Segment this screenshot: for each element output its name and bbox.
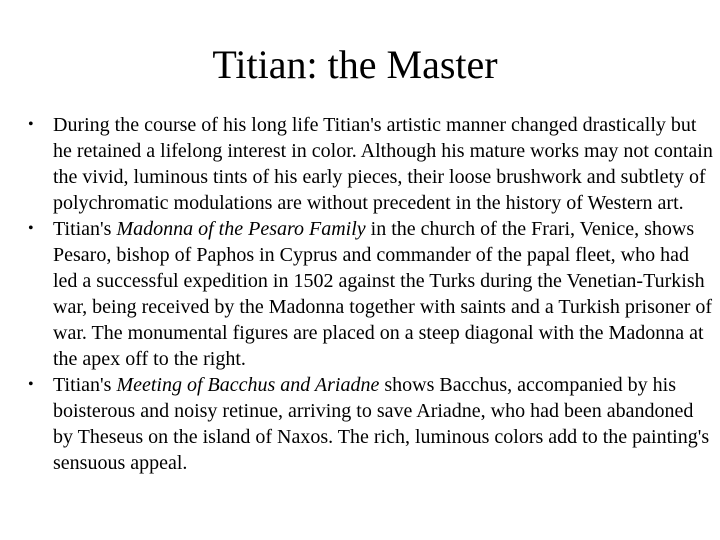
bullet-marker: •: [28, 220, 34, 237]
bullet-item-bacchus: [28, 372, 713, 476]
bullet-text-lead: Titian's: [53, 374, 117, 396]
bullet-marker: •: [28, 116, 34, 133]
bullet-text-lead: Titian's: [53, 218, 117, 240]
painting-title-bacchus: Meeting of Bacchus and Ariadne: [116, 374, 380, 396]
bullet-list: [28, 112, 713, 476]
bullet-marker: •: [28, 376, 34, 393]
bullet-text-rest: shows Bacchus, accompanied by his boisterous and noisy retinue, arriving to save Ariadne, who had been abandoned by Theseus on the island of Naxos. The rich, luminous colors add to the painting's sensuous appeal.: [53, 374, 710, 474]
painting-title-pesaro: Madonna of the Pesaro Family: [116, 218, 366, 240]
bullet-text: During the course of his long life Titian's artistic manner changed drastically but he retained a lifelong interest in color. Although his mature works may not contain the vivid, luminous tints of his early pieces, their loose brushwork and subtlety of polychromatic modulations are without precedent in the history of Western art.: [53, 114, 713, 214]
bullet-item-pesaro: [28, 216, 713, 372]
bullet-text-rest: in the church of the Frari, Venice, shows Pesaro, bishop of Paphos in Cyprus and commander of the papal fleet, who had led a successful expedition in 1502 against the Turks during the Venetian-Turkish war, being received by the Madonna together with saints and a Turkish prisoner of war. The monumental figures are placed on a steep diagonal with the Madonna at the apex off to the right.: [53, 218, 713, 370]
bullet-item-career: [28, 112, 713, 216]
slide-title: Titian: the Master: [212, 42, 498, 87]
